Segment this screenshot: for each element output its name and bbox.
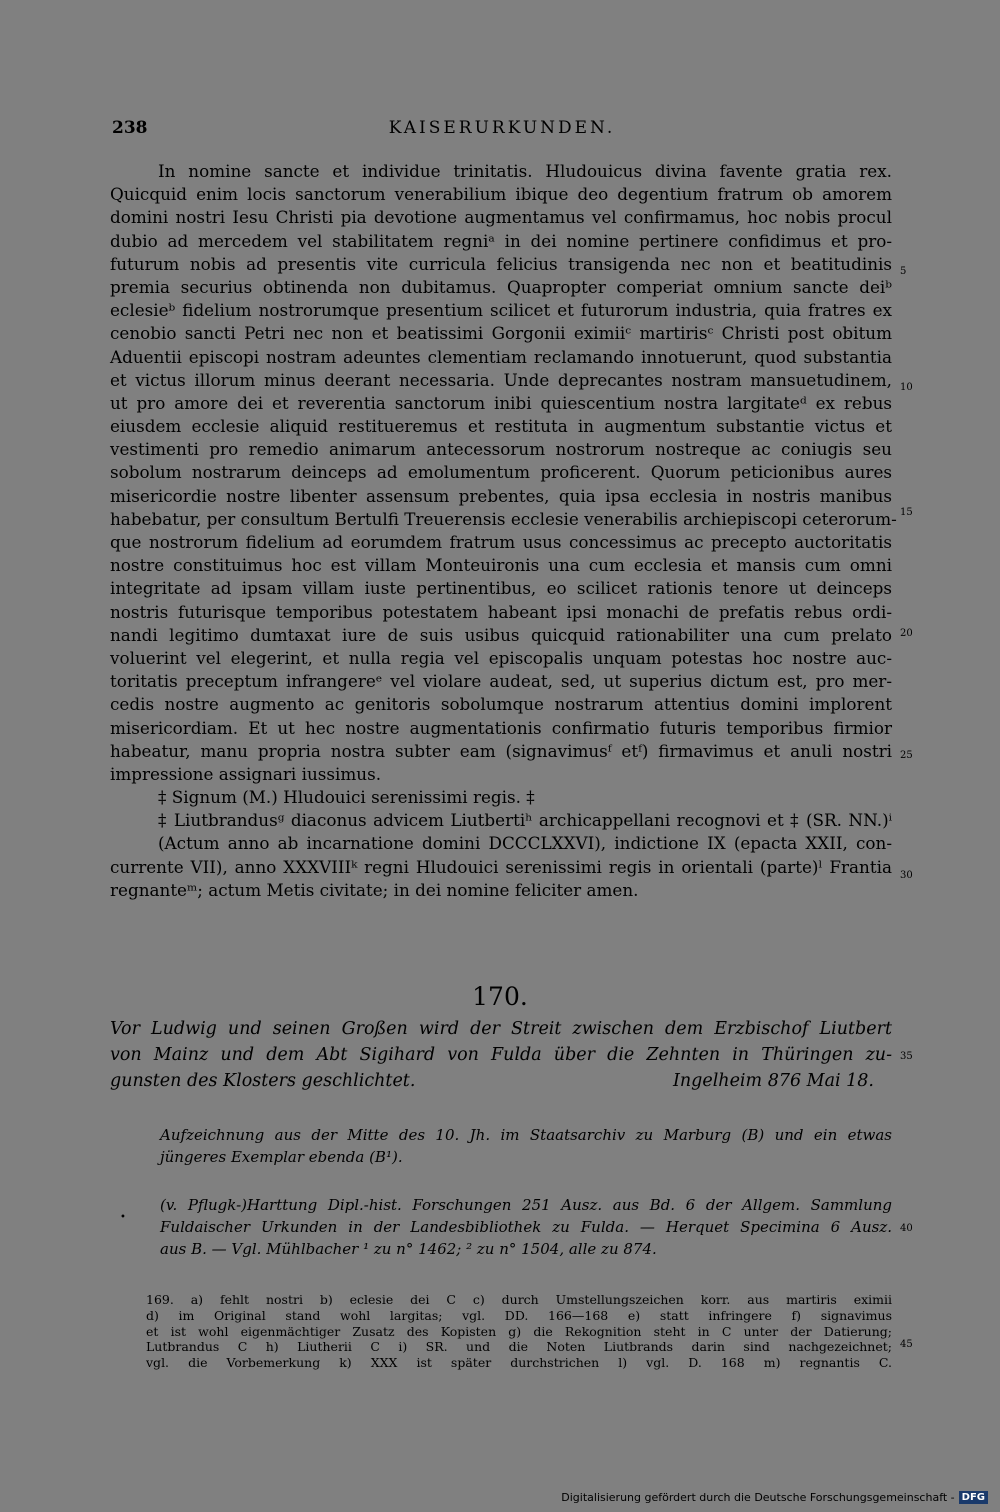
text-line: integritate ad ipsam villam iuste pertinentibus, eo scilicet rationis tenore ut deinceps: [110, 578, 892, 599]
note-line: Aufzeichnung aus der Mitte des 10. Jh. im Staatsarchiv zu Marburg (B) und ein etwas: [160, 1126, 892, 1144]
margin-line-number: 5: [900, 266, 907, 277]
text-line: nostris futurisque temporibus potestatem habeant ipsi monachi de prefatis rebus ordi-: [110, 601, 892, 622]
text-line: Quicquid enim locis sanctorum venerabilium ibique deo degentium fratrum ob amorem: [110, 184, 892, 205]
dating-line: currente VII), anno XXXVIIIᵏ regni Hludouici serenissimi regis in orientali (parte)ˡ Frantia: [110, 856, 892, 877]
margin-line-number: 20: [900, 628, 913, 639]
document-number: 170.: [472, 982, 528, 1011]
charter-text: [110, 160, 897, 902]
text-line: domini nostri Iesu Christi pia devotione augmentamus vel confirmamus, hoc nobis procul: [110, 207, 892, 228]
place-date: Ingelheim 876 Mai 18.: [672, 1071, 874, 1091]
text-line: voluerint vel elegerint, et nulla regia vel episcopalis unquam potestas hoc nostre auc-: [110, 647, 892, 668]
text-line: dubio ad mercedem vel stabilitatem regniᵃ in dei nomine pertinere confidimus et pro-: [110, 230, 892, 251]
note-line: jüngeres Exemplar ebenda (B¹).: [160, 1148, 403, 1166]
margin-line-number: 10: [900, 382, 913, 393]
bullet-mark: •: [120, 1212, 126, 1223]
note-line: aus B. — Vgl. Mühlbacher ¹ zu n° 1462; ² zu n° 1504, alle zu 874.: [160, 1240, 657, 1258]
regest-line: Vor Ludwig und seinen Großen wird der Streit zwischen dem Erzbischof Liutbert: [110, 1019, 892, 1039]
text-line: sobolum nostrarum deinceps ad emolumentum proficerent. Quorum peticionibus aures: [110, 462, 892, 483]
text-line: premia securius obtinenda non dubitamus. Quapropter comperiat omnium sancte deiᵇ: [110, 276, 892, 297]
text-line: habebatur, per consultum Bertulfi Treuerensis ecclesie venerabilis archiepiscopi ceterorum-: [110, 508, 897, 529]
text-line: misericordie nostre libenter assensum prebentes, quia ipsa ecclesia in nostris manibus: [110, 485, 892, 506]
signum-line: ‡ Signum (M.) Hludouici serenissimi regis. ‡: [158, 787, 535, 808]
text-line: Aduentii episcopi nostram adeuntes clementiam reclamando innotuerunt, quod substantia: [110, 346, 892, 367]
page-number: 238: [112, 118, 148, 138]
text-line: misericordiam. Et ut hec nostre augmentationis confirmatio futuris temporibus firmior: [110, 717, 892, 738]
text-line: vestimenti pro remedio animarum antecessorum nostrorum nostreque ac coniugis seu: [110, 439, 892, 460]
text-line: eiusdem ecclesie aliquid restitueremus et restituta in augmentum substantie victus et: [110, 416, 892, 437]
regest: [110, 1016, 892, 1094]
footer-text: Digitalisierung gefördert durch die Deutsche Forschungsgemeinschaft -: [561, 1491, 955, 1504]
regest-line: [110, 1068, 892, 1094]
text-line: et victus illorum minus deerant necessaria. Unde deprecantes nostram mansuetudinem,: [110, 369, 892, 390]
margin-line-number: 30: [900, 870, 913, 881]
page-header: [112, 118, 892, 142]
apparatus-line: d) im Original stand wohl largitas; vgl. DD. 166—168 e) statt infringere f) signavimus: [146, 1307, 892, 1323]
text-line: nandi legitimo dumtaxat iure de suis usibus quicquid rationabiliter una cum prelato: [110, 624, 892, 645]
text-line: nostre constituimus hoc est villam Monteuironis una cum ecclesia et mansis cum omni: [110, 555, 892, 576]
margin-line-number: 45: [900, 1339, 913, 1350]
text-line: cenobio sancti Petri nec non et beatissimi Gorgonii eximiiᶜ martirisᶜ Christi post obitum: [110, 323, 892, 344]
text-line: impressione assignari iussimus.: [110, 763, 382, 784]
regest-text: gunsten des Klosters geschlichtet.: [110, 1071, 416, 1091]
apparatus-line: Lutbrandus C h) Liutherii C i) SR. und die Noten Liutbrands darin sind nachgezeichnet;: [146, 1339, 892, 1355]
apparatus-line: 169. a) fehlt nostri b) eclesie dei C c) durch Umstellungszeichen korr. aus martiris eximii: [146, 1292, 892, 1307]
margin-line-number: 25: [900, 750, 913, 761]
apparatus-line: et ist wohl eigenmächtiger Zusatz des Kopisten g) die Rekognition steht in C unter der Datierung;: [146, 1323, 892, 1339]
note-line: (v. Pflugk-)Harttung Dipl.-hist. Forschungen 251 Ausz. aus Bd. 6 der Allgem. Sammlung: [160, 1196, 892, 1214]
margin-line-number: 35: [900, 1051, 913, 1062]
text-line: futurum nobis ad presentis vite curricula felicius transigenda nec non et beatitudinis: [110, 253, 892, 274]
critical-apparatus: [146, 1292, 892, 1371]
literature-note: [160, 1194, 892, 1260]
text-line: In nomine sancte et individue trinitatis. Hludouicus divina favente gratia rex.: [158, 161, 892, 181]
footer-credit: [561, 1491, 988, 1504]
regest-line: von Mainz und dem Abt Sigihard von Fulda über die Zehnten in Thüringen zu-: [110, 1045, 892, 1065]
text-line: toritatis preceptum infrangereᵉ vel violare audeat, sed, ut superius dictum est, pro mer-: [110, 671, 892, 692]
text-line: ut pro amore dei et reverentia sanctorum inibi quiescentium nostra largitateᵈ ex rebus: [110, 392, 892, 413]
dating-line: regnanteᵐ; actum Metis civitate; in dei nomine feliciter amen.: [110, 879, 639, 900]
running-title: KAISERURKUNDEN.: [388, 118, 616, 138]
margin-line-number: 15: [900, 507, 913, 518]
note-line: Fuldaischer Urkunden in der Landesbibliothek zu Fulda. — Herquet Specimina 6 Ausz.: [160, 1218, 892, 1236]
text-line: habeatur, manu propria nostra subter eam (signavimusᶠ etᶠ) firmavimus et anuli nostri: [110, 740, 892, 761]
recognition-line: ‡ Liutbrandusᵍ diaconus advicem Liutbertiʰ archicappellani recognovi et ‡ (SR. NN.)ⁱ: [158, 810, 892, 831]
text-line: eclesieᵇ fidelium nostrorumque presentium scilicet et futurorum industria, quia fratres ex: [110, 300, 892, 321]
text-line: cedis nostre augmento ac genitoris sobolumque nostrarum attentius domini implorent: [110, 694, 892, 715]
tradition-note: [160, 1124, 892, 1168]
margin-line-number: 40: [900, 1223, 913, 1234]
apparatus-line: vgl. die Vorbemerkung k) XXX ist später durchstrichen l) vgl. D. 168 m) regnantis C.: [146, 1355, 892, 1371]
text-line: que nostrorum fidelium ad eorumdem fratrum usus concessimus ac precepto auctoritatis: [110, 532, 892, 552]
dating-line: (Actum anno ab incarnatione domini DCCCLXXVI), indictione IX (epacta XXII, con-: [158, 833, 892, 854]
dfg-logo: DFG: [959, 1491, 988, 1504]
